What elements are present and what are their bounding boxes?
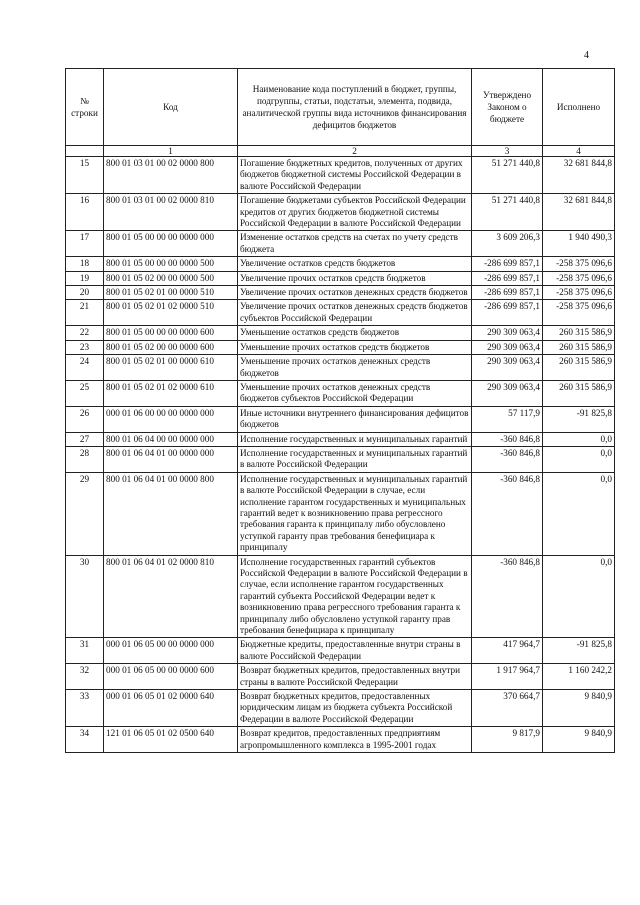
approved-amount-cell: 290 309 063,4 xyxy=(472,326,543,340)
executed-amount-cell: -258 375 096,6 xyxy=(543,300,615,326)
name-cell: Возврат бюджетных кредитов, предоставленных внутри страны в валюте Российской Федерации xyxy=(238,664,472,690)
row-number-cell: 16 xyxy=(66,194,104,231)
code-cell: 800 01 06 04 01 02 0000 810 xyxy=(104,555,238,638)
code-cell: 800 01 05 02 01 00 0000 510 xyxy=(104,286,238,300)
code-cell: 800 01 06 04 01 00 0000 000 xyxy=(104,446,238,472)
name-cell: Увеличение остатков средств бюджетов xyxy=(238,257,472,271)
approved-amount-cell: 51 271 440,8 xyxy=(472,157,543,194)
name-cell: Исполнение государственных и муниципальных гарантий xyxy=(238,432,472,446)
table-row xyxy=(66,432,615,446)
row-number-cell: 24 xyxy=(66,355,104,381)
table-header-row xyxy=(66,69,615,146)
executed-amount-cell: -258 375 096,6 xyxy=(543,286,615,300)
name-cell: Иные источники внутреннего финансирования дефицитов бюджетов xyxy=(238,406,472,432)
header-row-number: № строки xyxy=(66,69,104,146)
row-number-cell: 25 xyxy=(66,380,104,406)
row-number-cell: 26 xyxy=(66,406,104,432)
row-number-cell: 31 xyxy=(66,638,104,664)
approved-amount-cell: 290 309 063,4 xyxy=(472,340,543,354)
column-number: 4 xyxy=(543,146,615,157)
executed-amount-cell: -91 825,8 xyxy=(543,406,615,432)
table-row xyxy=(66,300,615,326)
code-cell: 000 01 06 00 00 00 0000 000 xyxy=(104,406,238,432)
code-cell: 800 01 05 00 00 00 0000 500 xyxy=(104,257,238,271)
code-cell: 800 01 05 02 00 00 0000 500 xyxy=(104,271,238,285)
code-cell: 800 01 05 02 01 00 0000 610 xyxy=(104,355,238,381)
name-cell: Исполнение государственных и муниципальных гарантий в валюте Российской Федерации в случае, если исполнение гарантом государственных и муниципальных гарантий ведет к возникновению права регрессного требования гаранта к принципалу либо обусловлено уступкой гаранту прав требования бенефициара к принципалу xyxy=(238,472,472,555)
table-row xyxy=(66,194,615,231)
approved-amount-cell: -286 699 857,1 xyxy=(472,300,543,326)
executed-amount-cell: 260 315 586,9 xyxy=(543,340,615,354)
header-name: Наименование кода поступлений в бюджет, группы, подгруппы, статьи, подстатьи, элемента, подвида, аналитической группы вида источников финансирования дефицитов бюджетов xyxy=(238,69,472,146)
approved-amount-cell: 417 964,7 xyxy=(472,638,543,664)
table-row xyxy=(66,472,615,555)
approved-amount-cell: 1 917 964,7 xyxy=(472,664,543,690)
code-cell: 121 01 06 05 01 02 0500 640 xyxy=(104,727,238,753)
name-cell: Уменьшение прочих остатков средств бюджетов xyxy=(238,340,472,354)
column-number: 3 xyxy=(472,146,543,157)
table-row xyxy=(66,638,615,664)
table-row xyxy=(66,664,615,690)
table-row xyxy=(66,257,615,271)
approved-amount-cell: 9 817,9 xyxy=(472,727,543,753)
approved-amount-cell: -360 846,8 xyxy=(472,472,543,555)
row-number-cell: 27 xyxy=(66,432,104,446)
header-approved: Утверждено Законом о бюджете xyxy=(472,69,543,146)
name-cell: Исполнение государственных гарантий субъектов Российской Федерации в валюте Российской Федерации в случае, если исполнение гарантом государственных гарантий субъекта Российской Федерации ведет к возникновению права регрессного требования гаранта к принципалу либо обусловлено уступкой гаранту прав требования бенефициара к принципалу xyxy=(238,555,472,638)
executed-amount-cell: 1 940 490,3 xyxy=(543,231,615,257)
approved-amount-cell: -360 846,8 xyxy=(472,446,543,472)
executed-amount-cell: 1 160 242,2 xyxy=(543,664,615,690)
code-cell: 800 01 06 04 01 00 0000 800 xyxy=(104,472,238,555)
code-cell: 800 01 05 02 00 00 0000 600 xyxy=(104,340,238,354)
row-number-cell: 32 xyxy=(66,664,104,690)
code-cell: 000 01 06 05 01 02 0000 640 xyxy=(104,690,238,727)
row-number-cell: 30 xyxy=(66,555,104,638)
table-row xyxy=(66,340,615,354)
table-row xyxy=(66,446,615,472)
name-cell: Увеличение прочих остатков средств бюджетов xyxy=(238,271,472,285)
column-number: 1 xyxy=(104,146,238,157)
code-cell: 000 01 06 05 00 00 0000 600 xyxy=(104,664,238,690)
executed-amount-cell: 0,0 xyxy=(543,446,615,472)
name-cell: Погашение бюджетных кредитов, полученных от других бюджетов бюджетной системы Российской Федерации в валюте Российской Федерации xyxy=(238,157,472,194)
code-cell: 800 01 05 02 01 02 0000 610 xyxy=(104,380,238,406)
name-cell: Бюджетные кредиты, предоставленные внутри страны в валюте Российской Федерации xyxy=(238,638,472,664)
code-cell: 800 01 05 00 00 00 0000 000 xyxy=(104,231,238,257)
approved-amount-cell: -286 699 857,1 xyxy=(472,257,543,271)
approved-amount-cell: -286 699 857,1 xyxy=(472,271,543,285)
row-number-cell: 33 xyxy=(66,690,104,727)
table-row xyxy=(66,326,615,340)
table-row xyxy=(66,231,615,257)
page-number: 4 xyxy=(584,50,589,61)
row-number-cell: 21 xyxy=(66,300,104,326)
row-number-cell: 34 xyxy=(66,727,104,753)
name-cell: Уменьшение остатков средств бюджетов xyxy=(238,326,472,340)
code-cell: 000 01 06 05 00 00 0000 000 xyxy=(104,638,238,664)
executed-amount-cell: 9 840,9 xyxy=(543,727,615,753)
executed-amount-cell: 260 315 586,9 xyxy=(543,380,615,406)
column-number-blank xyxy=(66,146,104,157)
name-cell: Исполнение государственных и муниципальных гарантий в валюте Российской Федерации xyxy=(238,446,472,472)
name-cell: Изменение остатков средств на счетах по учету средств бюджета xyxy=(238,231,472,257)
table-row xyxy=(66,727,615,753)
executed-amount-cell: 0,0 xyxy=(543,555,615,638)
header-executed: Исполнено xyxy=(543,69,615,146)
name-cell: Уменьшение прочих остатков денежных средств бюджетов субъектов Российской Федерации xyxy=(238,380,472,406)
row-number-cell: 29 xyxy=(66,472,104,555)
name-cell: Уменьшение прочих остатков денежных средств бюджетов xyxy=(238,355,472,381)
executed-amount-cell: -91 825,8 xyxy=(543,638,615,664)
code-cell: 800 01 05 00 00 00 0000 600 xyxy=(104,326,238,340)
approved-amount-cell: 290 309 063,4 xyxy=(472,380,543,406)
table-row xyxy=(66,355,615,381)
approved-amount-cell: -286 699 857,1 xyxy=(472,286,543,300)
executed-amount-cell: 260 315 586,9 xyxy=(543,355,615,381)
approved-amount-cell: 290 309 063,4 xyxy=(472,355,543,381)
column-number: 2 xyxy=(238,146,472,157)
code-cell: 800 01 03 01 00 02 0000 810 xyxy=(104,194,238,231)
executed-amount-cell: 32 681 844,8 xyxy=(543,157,615,194)
header-code: Код xyxy=(104,69,238,146)
name-cell: Возврат кредитов, предоставленных предприятиям агропромышленного комплекса в 1995-2001 годах xyxy=(238,727,472,753)
executed-amount-cell: 32 681 844,8 xyxy=(543,194,615,231)
approved-amount-cell: -360 846,8 xyxy=(472,432,543,446)
row-number-cell: 20 xyxy=(66,286,104,300)
name-cell: Погашение бюджетами субъектов Российской Федерации кредитов от других бюджетов бюджетной системы Российской Федерации в валюте Российской Федерации xyxy=(238,194,472,231)
code-cell: 800 01 03 01 00 02 0000 800 xyxy=(104,157,238,194)
budget-sources-table xyxy=(65,68,615,753)
row-number-cell: 18 xyxy=(66,257,104,271)
approved-amount-cell: -360 846,8 xyxy=(472,555,543,638)
approved-amount-cell: 3 609 206,3 xyxy=(472,231,543,257)
approved-amount-cell: 51 271 440,8 xyxy=(472,194,543,231)
table-row xyxy=(66,690,615,727)
row-number-cell: 22 xyxy=(66,326,104,340)
table-row xyxy=(66,157,615,194)
table-row xyxy=(66,555,615,638)
executed-amount-cell: -258 375 096,6 xyxy=(543,271,615,285)
approved-amount-cell: 57 117,9 xyxy=(472,406,543,432)
row-number-cell: 23 xyxy=(66,340,104,354)
executed-amount-cell: 0,0 xyxy=(543,472,615,555)
table-row xyxy=(66,286,615,300)
code-cell: 800 01 05 02 01 02 0000 510 xyxy=(104,300,238,326)
row-number-cell: 15 xyxy=(66,157,104,194)
executed-amount-cell: 0,0 xyxy=(543,432,615,446)
approved-amount-cell: 370 664,7 xyxy=(472,690,543,727)
row-number-cell: 28 xyxy=(66,446,104,472)
executed-amount-cell: 9 840,9 xyxy=(543,690,615,727)
executed-amount-cell: 260 315 586,9 xyxy=(543,326,615,340)
row-number-cell: 17 xyxy=(66,231,104,257)
code-cell: 800 01 06 04 00 00 0000 000 xyxy=(104,432,238,446)
table-body xyxy=(66,157,615,753)
row-number-cell: 19 xyxy=(66,271,104,285)
name-cell: Увеличение прочих остатков денежных средств бюджетов xyxy=(238,286,472,300)
column-number-row xyxy=(66,146,615,157)
table-row xyxy=(66,406,615,432)
name-cell: Увеличение прочих остатков денежных средств бюджетов субъектов Российской Федерации xyxy=(238,300,472,326)
table-row xyxy=(66,380,615,406)
name-cell: Возврат бюджетных кредитов, предоставленных юридическим лицам из бюджета субъекта Российской Федерации в валюте Российской Федерации xyxy=(238,690,472,727)
table-row xyxy=(66,271,615,285)
executed-amount-cell: -258 375 096,6 xyxy=(543,257,615,271)
